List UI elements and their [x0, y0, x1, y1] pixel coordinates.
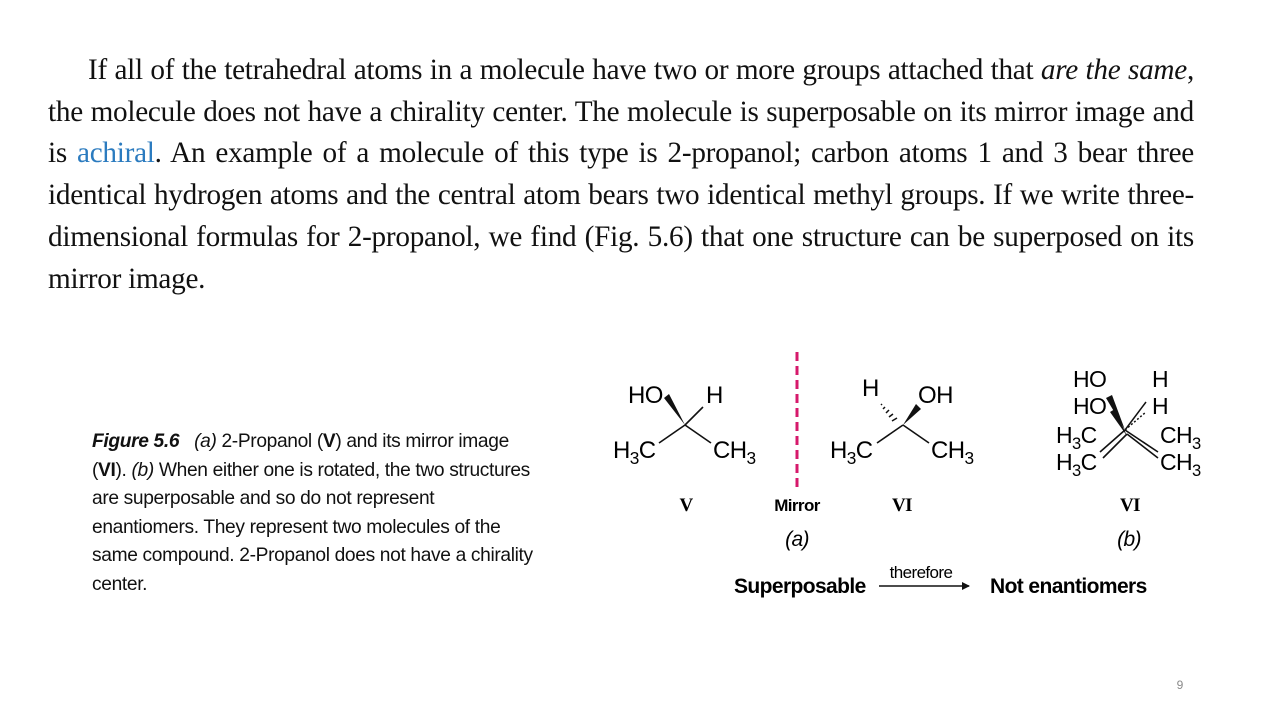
b-bond-ch3-2: [1127, 434, 1158, 458]
caption-v: V: [322, 431, 336, 452]
b-bond-ch3-1: [1125, 430, 1158, 452]
caption-text: When either one is rotated, the two structures are superposable and so do not represent enantiomers. They represent two molecules of the same compound. 2-Propanol does not have a chirality center.: [92, 459, 533, 595]
paragraph-text: If all of the tetrahedral atoms in a molecule have two or more groups attached that: [88, 54, 1041, 86]
vi-hash-bond: [881, 404, 897, 421]
v-bond-h3c: [659, 425, 685, 443]
caption-text: ) and its mirror image (: [92, 431, 509, 481]
v-bond-ch3: [685, 425, 711, 443]
v-label: V: [679, 495, 693, 516]
superposable-label: Superposable: [734, 575, 866, 598]
vi-h3c-label: $H_3C$: [830, 437, 873, 468]
b-h-top: H: [1152, 366, 1169, 392]
b-h3c-upper: $H_3C$: [1056, 422, 1097, 453]
v-ho-label: HO: [628, 382, 663, 409]
b-h3c-lower: $H_3C$: [1056, 449, 1097, 480]
paragraph-text: , the molecule does not have a chirality center. The molecule is superposable on its mirror image and is: [48, 54, 1194, 170]
figure-label: Figure 5.6: [92, 431, 180, 452]
vi-ch3-label: $CH_3$: [931, 437, 974, 468]
vi-bond-ch3: [903, 425, 929, 443]
mirror-label: Mirror: [774, 496, 820, 515]
v-wedge-bond: [664, 394, 685, 425]
structure-b-superposed: [1056, 366, 1201, 516]
caption-text: 2-Propanol (: [216, 431, 323, 452]
v-ch3-label: $CH_3$: [713, 437, 756, 468]
b-bond-h: [1125, 402, 1146, 430]
b-hash-bond: [1125, 412, 1146, 430]
caption-b-marker: (b): [131, 459, 154, 481]
b-ch3-lower: $CH_3$: [1160, 449, 1201, 480]
structure-vi: [830, 375, 973, 516]
caption-vi: VI: [98, 459, 116, 481]
page-number: 9: [1176, 678, 1184, 692]
v-bond-h: [685, 407, 703, 425]
structure-v: [613, 382, 755, 516]
caption-text: ).: [115, 459, 132, 481]
b-h-second: H: [1152, 393, 1169, 419]
term-achiral: achiral: [77, 137, 155, 170]
vi-label: VI: [892, 495, 912, 516]
part-a-label: (a): [785, 528, 809, 551]
part-b-label: (b): [1117, 528, 1141, 551]
not-enantiomers-label: Not enantiomers: [990, 575, 1147, 598]
vi-oh-label: OH: [918, 382, 953, 409]
therefore-label: therefore: [889, 563, 953, 582]
emphasis-are-the-same: are the same: [1040, 54, 1187, 86]
b-ho-top: HO: [1073, 366, 1107, 392]
caption-a-marker: (a): [194, 431, 217, 452]
b-ho-second: HO: [1073, 393, 1107, 419]
v-h3c-label: $H_3C$: [613, 437, 656, 468]
paragraph-text: . An example of a molecule of this type is 2-propanol; carbon atoms 1 and 3 bear three identical hydrogen atoms and the central atom bears two identical methyl groups. If we write three-dimensional formulas for 2-propanol, we find (Fig. 5.6) that one structure can be superposed on its mirror image.: [48, 137, 1195, 295]
b-ch3-upper: $CH_3$: [1160, 422, 1201, 453]
b-vi-label: VI: [1120, 495, 1140, 516]
v-h-label: H: [706, 382, 723, 409]
vi-bond-h3c: [877, 425, 903, 443]
vi-wedge-bond: [903, 404, 921, 425]
vi-h-label: H: [862, 375, 879, 402]
